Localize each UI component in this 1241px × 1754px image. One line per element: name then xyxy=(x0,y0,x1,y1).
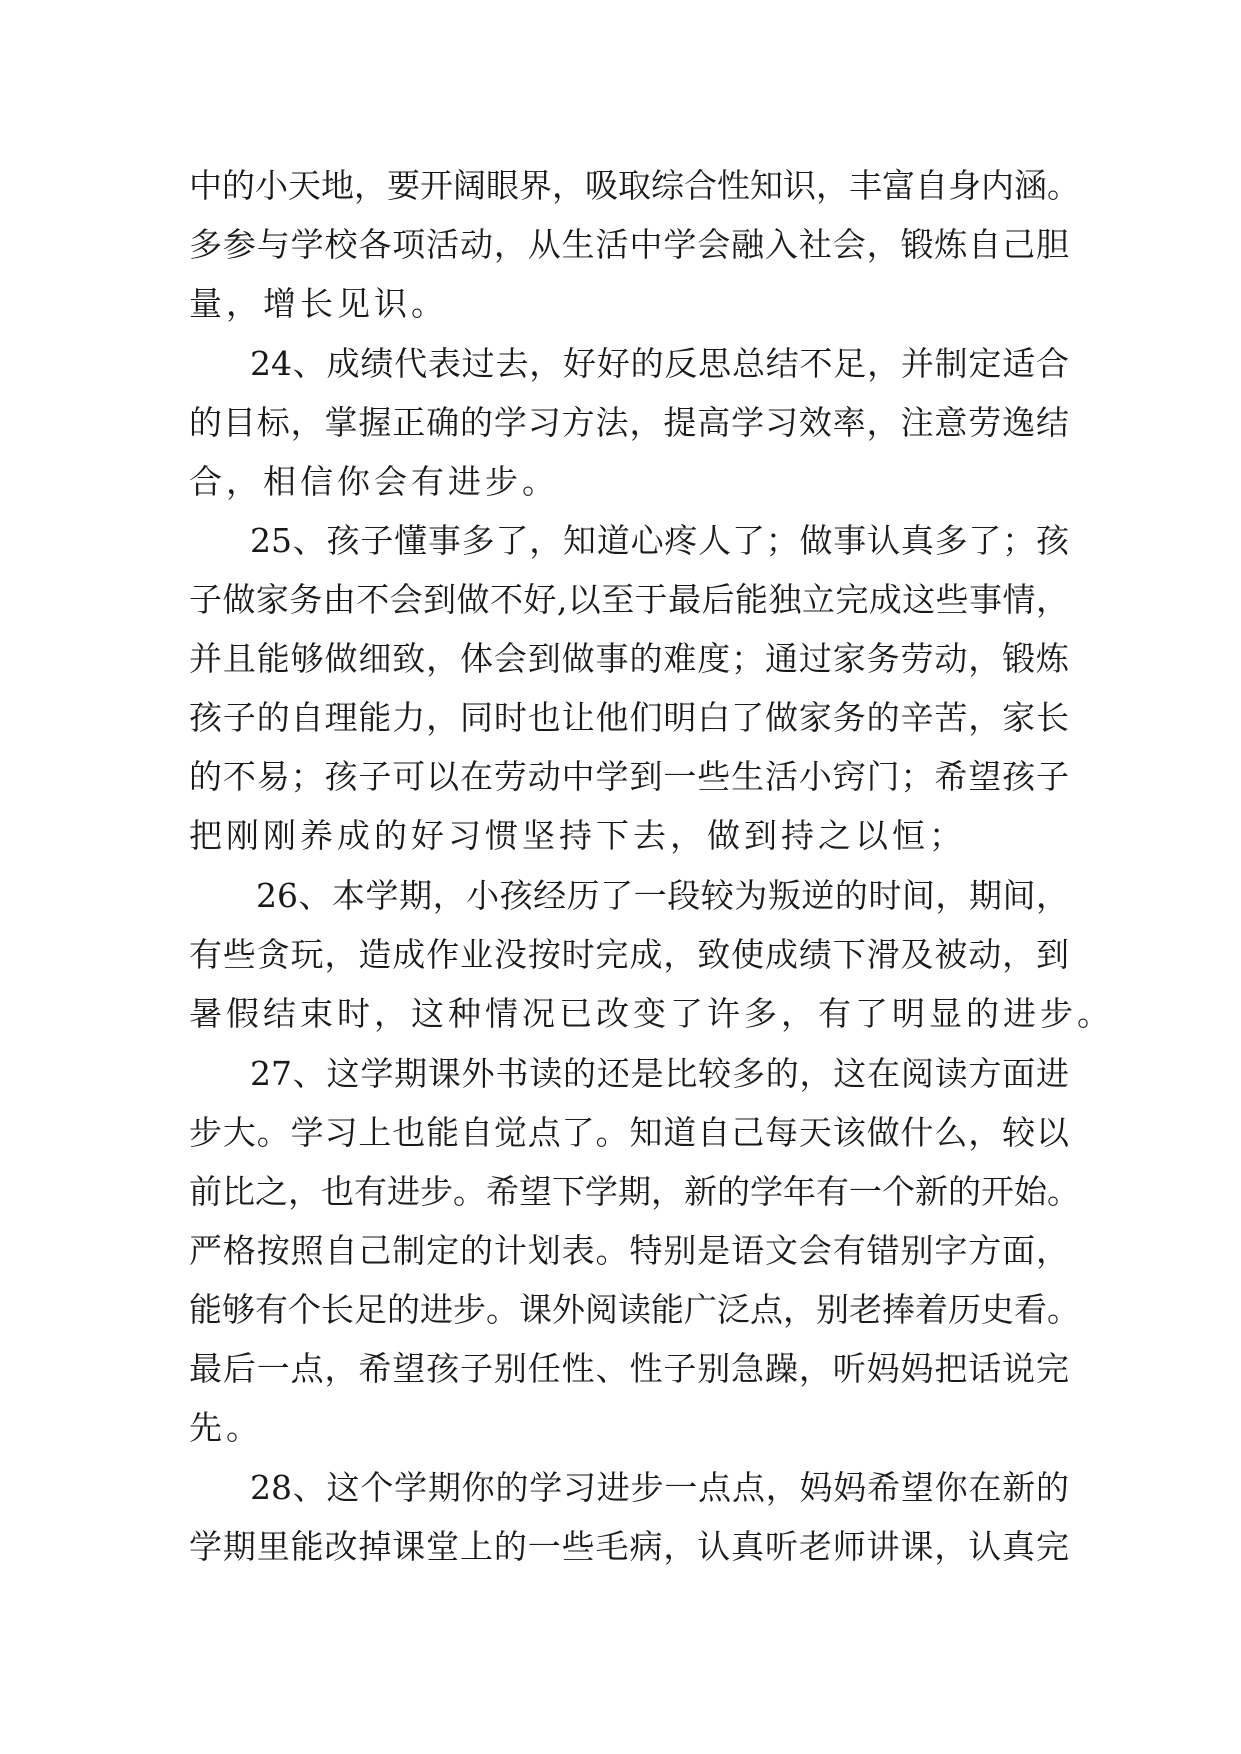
text-line: 最后一点，希望孩子别任性、性子别急躁，听妈妈把话说完 xyxy=(189,1349,1069,1388)
paragraph-24-first-line: 24、成绩代表过去，好好的反思总结不足，并制定适合 xyxy=(250,344,1069,383)
text-line: 先。 xyxy=(189,1408,263,1447)
paragraph-28-first-line: 28、这个学期你的学习进步一点点，妈妈希望你在新的 xyxy=(250,1468,1069,1507)
text-line: 步大。学习上也能自觉点了。知道自己每天该做什么，较以 xyxy=(189,1113,1069,1152)
text-line: 并且能够做细致，体会到做事的难度；通过家务劳动，锻炼 xyxy=(189,639,1069,678)
paragraph-27-first-line: 27、这学期课外书读的还是比较多的，这在阅读方面进 xyxy=(250,1054,1069,1093)
text-line: 的不易；孩子可以在劳动中学到一些生活小窍门；希望孩子 xyxy=(189,757,1069,796)
text-line: 把刚刚养成的好习惯坚持下去，做到持之以恒； xyxy=(189,816,966,855)
text-line: 量，增长见识。 xyxy=(189,284,448,323)
text-line: 孩子的自理能力，同时也让他们明白了做家务的辛苦，家长 xyxy=(189,698,1069,737)
text-line: 前比之，也有进步。希望下学期，新的学年有一个新的开始。 xyxy=(189,1172,1080,1211)
text-line: 严格按照自己制定的计划表。特别是语文会有错别字方面， xyxy=(189,1231,1069,1270)
text-line: 有些贪玩，造成作业没按时完成，致使成绩下滑及被动，到 xyxy=(189,935,1069,974)
text-line: 学期里能改掉课堂上的一些毛病，认真听老师讲课，认真完 xyxy=(189,1527,1069,1566)
paragraph-26-first-line: 26、本学期，小孩经历了一段较为叛逆的时间，期间， xyxy=(256,876,1069,915)
text-line: 子做家务由不会到做不好,以至于最后能独立完成这些事情， xyxy=(189,580,1069,619)
text-line: 的目标，掌握正确的学习方法，提高学习效率，注意劳逸结 xyxy=(189,403,1069,442)
text-line: 暑假结束时，这种情况已改变了许多，有了明显的进步。 xyxy=(189,994,1114,1033)
text-line: 多参与学校各项活动，从生活中学会融入社会，锻炼自己胆 xyxy=(189,225,1069,264)
text-line: 中的小天地，要开阔眼界，吸取综合性知识，丰富自身内涵。 xyxy=(189,166,1080,205)
text-line: 能够有个长足的进步。课外阅读能广泛点，别老捧着历史看。 xyxy=(189,1290,1080,1329)
paragraph-25-first-line: 25、孩子懂事多了，知道心疼人了；做事认真多了；孩 xyxy=(250,521,1069,560)
text-line: 合，相信你会有进步。 xyxy=(189,462,559,501)
